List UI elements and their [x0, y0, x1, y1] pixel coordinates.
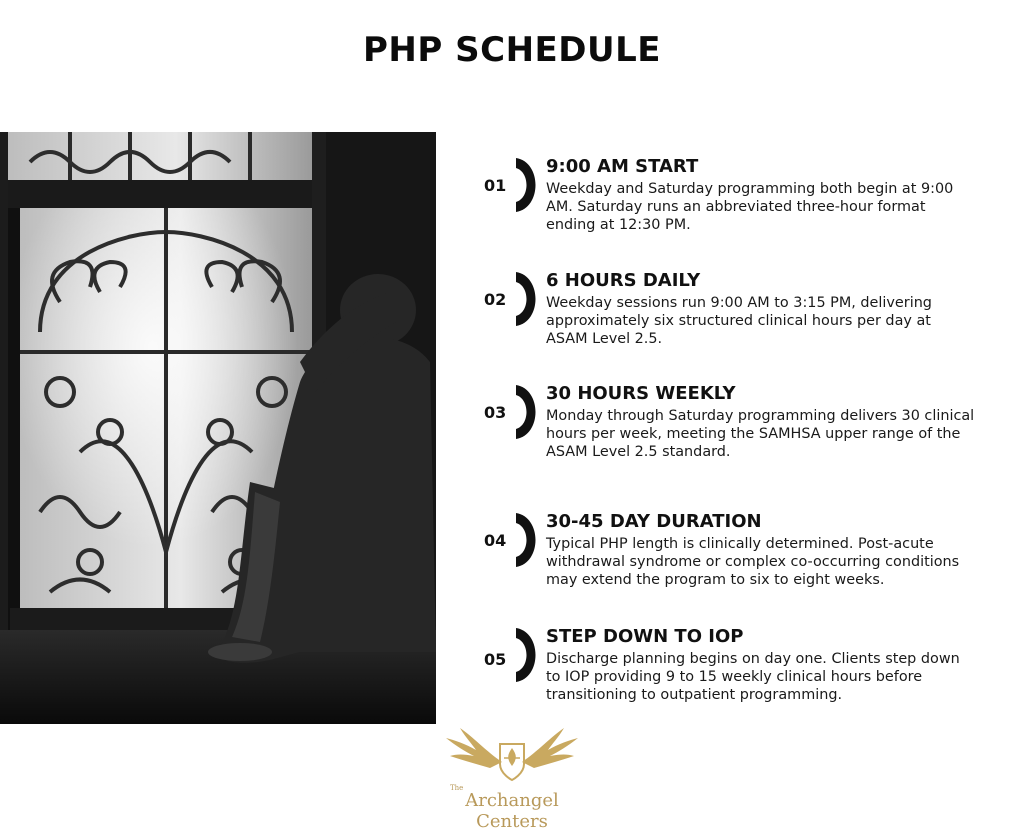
archangel-centers-logo — [432, 722, 592, 832]
step-number: 01 — [484, 176, 507, 195]
step-description: Monday through Saturday programming delivers 30 clinical hours per week, meeting the SAMHSA upper range of the ASAM Level 2.5 standard. — [546, 408, 975, 460]
step-description: Weekday and Saturday programming both begin at 9:00 AM. Saturday runs an abbreviated three-hour format ending at 12:30 PM. — [546, 181, 954, 233]
bracket-icon — [516, 628, 536, 682]
step-number: 02 — [484, 290, 507, 309]
steps-list — [480, 0, 1000, 832]
window-photo — [0, 132, 436, 724]
step-title: STEP DOWN TO IOP — [546, 626, 744, 647]
step-number: 05 — [484, 650, 507, 669]
step-number: 03 — [484, 403, 507, 422]
winged-crest-icon — [432, 722, 592, 788]
step-description: Typical PHP length is clinically determined. Post-acute withdrawal syndrome or complex co-occurring conditions may extend the program to six to eight weeks. — [546, 536, 960, 588]
step-description: Weekday sessions run 9:00 AM to 3:15 PM, delivering approximately six structured clinical hours per day at ASAM Level 2.5. — [546, 295, 932, 347]
step-title: 9:00 AM START — [546, 156, 699, 177]
step-number: 04 — [484, 531, 507, 550]
step-title: 30 HOURS WEEKLY — [546, 383, 736, 404]
logo-wordmark: Archangel Centers — [465, 790, 559, 832]
bracket-icon — [516, 385, 536, 439]
logo-prefix: The — [450, 784, 464, 792]
step-title: 30-45 DAY DURATION — [546, 511, 762, 532]
step-title: 6 HOURS DAILY — [546, 270, 701, 291]
bracket-icon — [516, 513, 536, 567]
page-title: PHP SCHEDULE — [363, 30, 661, 70]
bracket-icon — [516, 158, 536, 212]
bracket-icon — [516, 272, 536, 326]
step-description: Discharge planning begins on day one. Clients step down to IOP providing 9 to 15 weekly clinical hours before transitioning to outpatient programming. — [546, 651, 960, 703]
